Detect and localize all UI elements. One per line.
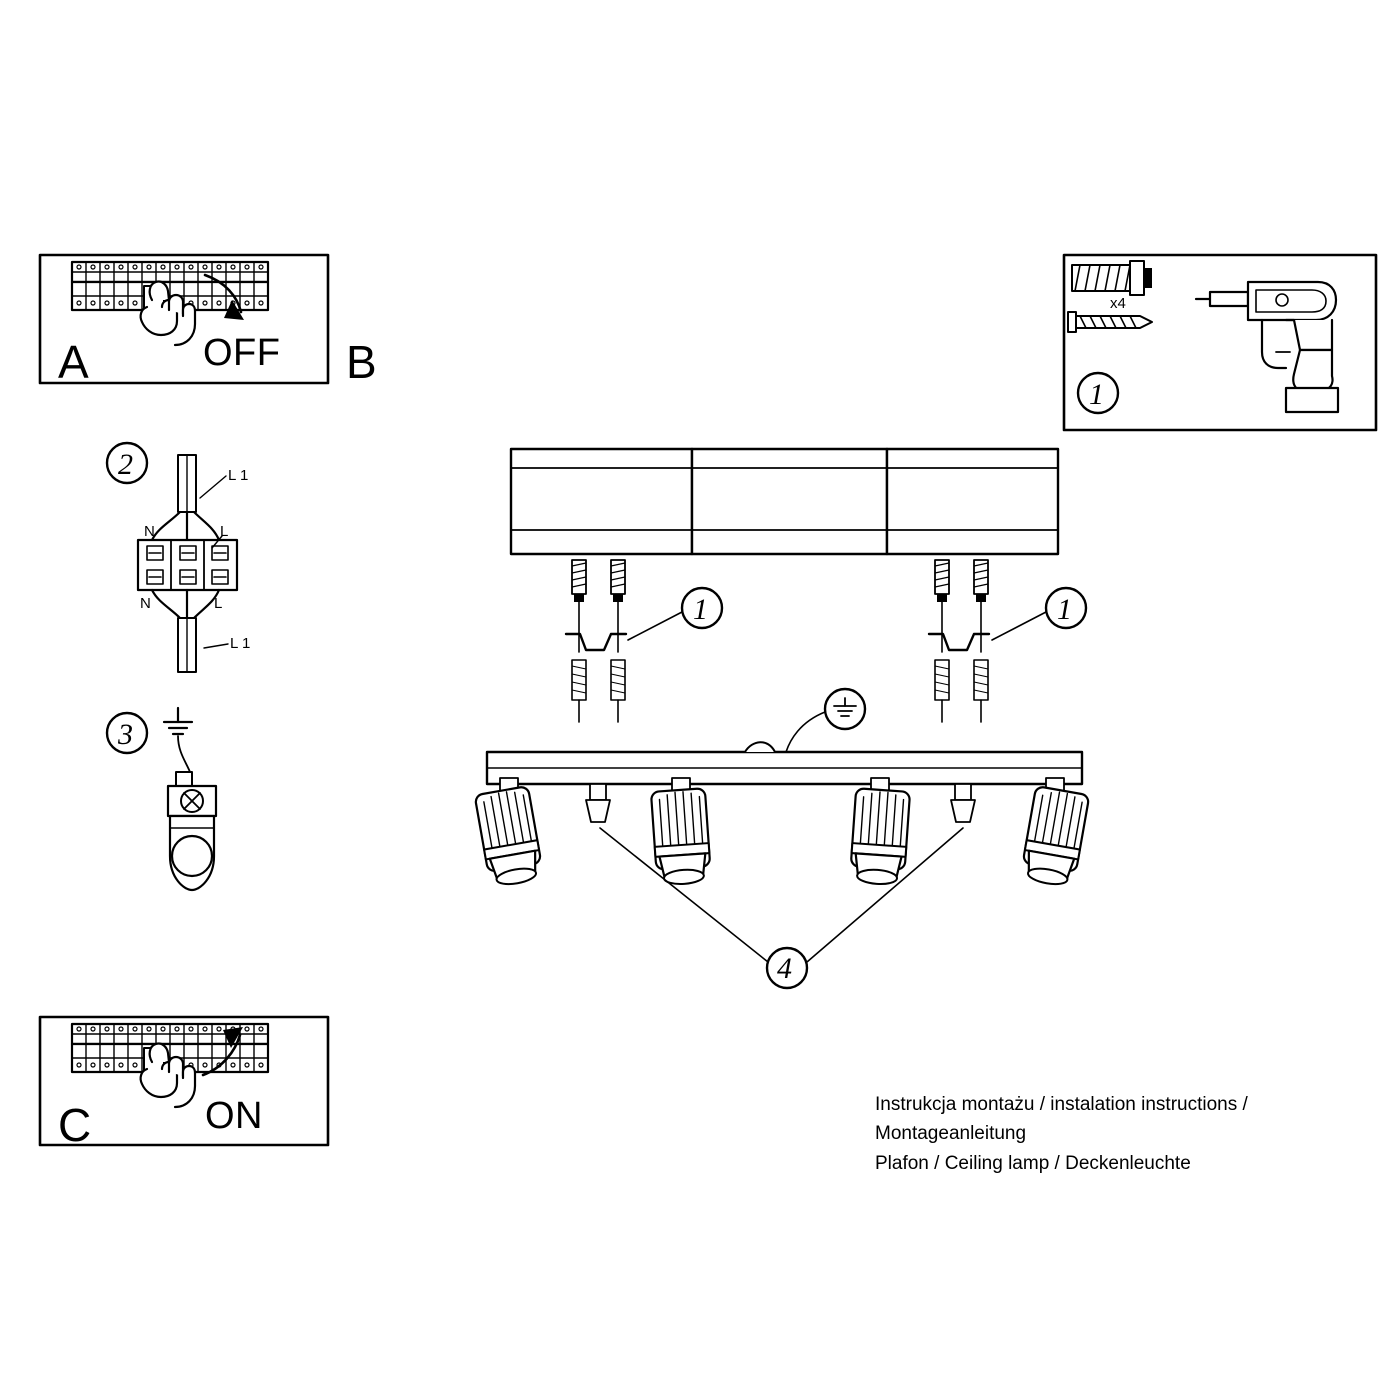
terminal-label-l1-top: L 1 [228, 467, 249, 484]
earth-connector-graphic [164, 708, 216, 890]
bracket-right [929, 634, 989, 650]
footer-line-1: Instrukcja montażu / instalation instructions / Montageanleitung [875, 1094, 1248, 1145]
lamp-bar [487, 742, 1082, 784]
terminal-label-n-bottom: N [140, 595, 151, 612]
step-c-letter: C [58, 1099, 92, 1151]
dowel-qty-label: x4 [1110, 295, 1126, 312]
wall-plug-icon [1072, 261, 1152, 295]
step-c-action-label: ON [205, 1095, 263, 1137]
terminal-label-l1-bottom: L 1 [230, 635, 251, 652]
spot-light-2 [651, 778, 711, 886]
bar-stud-right [951, 784, 975, 822]
screw-icon [1068, 312, 1152, 332]
callout-2-label: 2 [118, 448, 133, 481]
callout-4-label: 4 [777, 952, 792, 985]
callout-3-label: 3 [118, 718, 133, 751]
terminal-label-l-top: L [220, 523, 229, 540]
footer-text [875, 1090, 1375, 1178]
step-a-letter: A [58, 336, 89, 388]
fixing-left-2 [611, 560, 625, 722]
step-a-action-label: OFF [203, 332, 281, 374]
fixing-right-2 [974, 560, 988, 722]
callout-1-left-label: 1 [693, 593, 708, 626]
step-b-letter: B [346, 336, 377, 388]
terminal-label-n-top: N [144, 523, 155, 540]
spot-light-4 [1020, 778, 1090, 888]
callout-1-tools-label: 1 [1089, 378, 1104, 411]
ceiling-graphic [511, 449, 1058, 554]
callout-1-right-label: 1 [1057, 593, 1072, 626]
bar-stud-left [586, 784, 610, 822]
earth-symbol-bar [786, 689, 865, 752]
bracket-left [566, 634, 626, 650]
terminal-label-l-bottom: L [214, 595, 223, 612]
spot-light-1 [475, 778, 545, 888]
spot-light-3 [850, 778, 910, 886]
terminal-block-graphic [138, 455, 237, 672]
footer-line-2: Plafon / Ceiling lamp / Deckenleuchte [875, 1152, 1191, 1174]
